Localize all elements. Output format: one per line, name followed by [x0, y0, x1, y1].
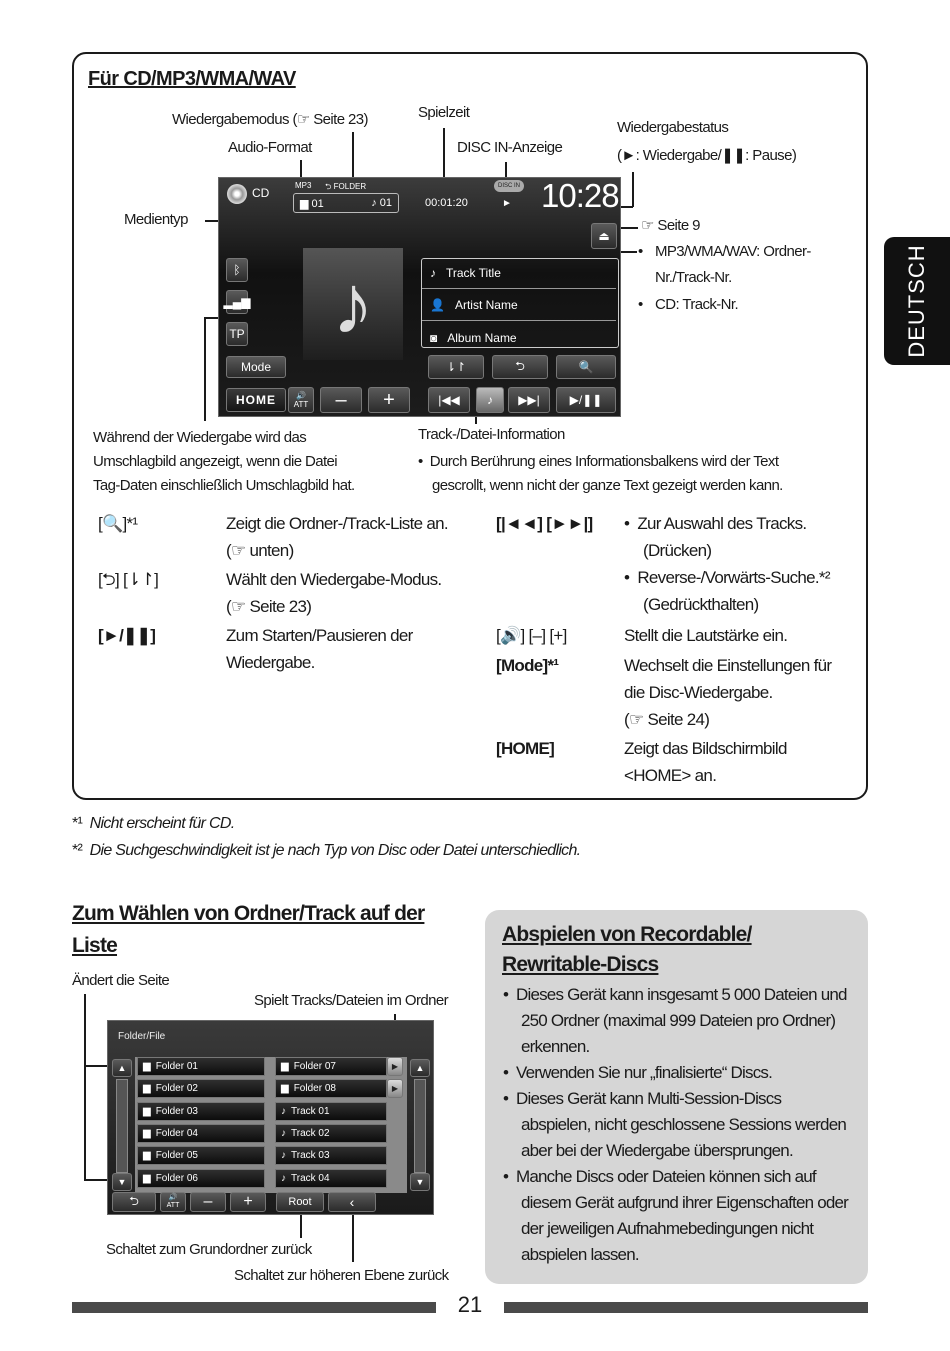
list-item[interactable]: ♪ Track 01 — [275, 1102, 387, 1121]
left-scrollbar[interactable] — [116, 1079, 128, 1173]
key-mode-desc: Wählt den Wiedergabe-Modus. (☞ Seite 23) — [226, 570, 442, 616]
callout-line — [204, 317, 206, 421]
arrow-up-icon: ▲ — [415, 1063, 425, 1073]
key-mode-button-desc: Wechselt die Einstellungen für die Disc-Wiedergabe. (☞ Seite 24) — [624, 656, 832, 729]
arrow-down-icon: ▼ — [415, 1177, 425, 1187]
list-item[interactable]: ▆ Folder 04 — [137, 1124, 265, 1143]
list-item[interactable]: ▆ Folder 08 — [275, 1079, 387, 1098]
note-icon: ♪ 01 — [371, 197, 392, 209]
folder-icon: ▆ — [281, 1061, 289, 1072]
shuffle-icon: ⇂↾ — [445, 360, 467, 374]
note-icon: ♪ — [281, 1128, 286, 1139]
bullet-item: • Manche Discs oder Dateien können sich auf diesem Gerät aufgrund ihrer Eigenschaften oder der jeweiligen Aufnahmebedingungen nicht abspielen lassen. — [503, 1167, 849, 1264]
back-button[interactable] — [112, 1192, 156, 1212]
list-section-title: Zum Wählen von Ordner/Track auf der Liste — [72, 902, 425, 957]
arrow-down-icon: ▼ — [117, 1177, 127, 1187]
play-folder-button[interactable] — [387, 1057, 403, 1076]
right-page-down-button[interactable] — [410, 1173, 430, 1191]
footer-bar-right — [504, 1302, 868, 1313]
label-cd-bullet: CD: Track-Nr. — [655, 296, 739, 313]
label-root: Schaltet zum Grundordner zurück — [106, 1241, 312, 1258]
list-item[interactable]: ▆ Folder 03 — [137, 1102, 265, 1121]
up-level-button[interactable] — [328, 1192, 376, 1212]
artist-bar[interactable]: 👤 Artist Name — [422, 290, 616, 321]
callout-line — [632, 172, 634, 207]
music-button[interactable] — [476, 387, 504, 413]
label-cover-note: Während der Wiedergabe wird das Umschlagbild angezeigt, wenn die Datei Tag-Daten einschließlich Umschlagbild hat. — [93, 429, 355, 494]
folder-list-title: Folder/File — [118, 1031, 166, 1042]
list-item[interactable]: ▆ Folder 06 — [137, 1169, 265, 1188]
root-button[interactable]: Root — [276, 1192, 324, 1212]
label-play-folder: Spielt Tracks/Dateien im Ordner — [254, 992, 448, 1009]
audio-format: MP3 — [295, 181, 312, 190]
key-play-pause: [►/❚❚] — [98, 626, 156, 645]
eject-button[interactable] — [591, 223, 617, 249]
home-button[interactable]: HOME — [226, 388, 286, 412]
note-icon: ♪ — [281, 1173, 286, 1184]
recordable-bullet-list — [503, 982, 848, 1268]
bluetooth-icon: ᛒ — [233, 263, 241, 277]
page-up-button[interactable] — [112, 1059, 132, 1077]
language-tab-label: DEUTSCH — [904, 244, 929, 358]
label-change-page: Ändert die Seite — [72, 972, 170, 989]
list-item[interactable]: ♪ Track 03 — [275, 1146, 387, 1165]
equalizer-icon: ▂▄▆ — [223, 295, 251, 309]
note-icon: ♪ — [281, 1150, 286, 1161]
key-search-desc: Zeigt die Ordner-/Track-Liste an. (☞ unten) — [226, 514, 448, 560]
footnote-1: *¹ Nicht erscheint für CD. — [72, 815, 235, 832]
att-button[interactable] — [160, 1192, 186, 1212]
language-tab — [884, 237, 950, 365]
eject-icon: ⏏ — [598, 229, 610, 243]
speaker-icon: 🔊 ATT — [166, 1194, 180, 1209]
play-time: 00:01:20 — [425, 197, 468, 209]
key-mode-button: [Mode]*¹ — [496, 656, 559, 675]
list-item[interactable]: ♪ Track 04 — [275, 1169, 387, 1188]
key-home: [HOME] — [496, 739, 555, 758]
label-track-info: Track-/Datei-Information — [418, 426, 565, 443]
label-audio-format: Audio-Format — [228, 139, 312, 156]
play-status-icon: ► — [502, 198, 512, 209]
repeat-icon: ⮌ — [515, 358, 525, 373]
folder-icon: ▆ 01 — [300, 197, 324, 210]
equalizer-button[interactable] — [223, 290, 251, 314]
key-home-desc: Zeigt das Bildschirmbild <HOME> an. — [624, 739, 787, 785]
page-down-button[interactable] — [112, 1173, 132, 1191]
label-medientyp: Medientyp — [124, 211, 188, 228]
list-item[interactable]: ▆ Folder 05 — [137, 1146, 265, 1165]
label-wiedergabemodus: Wiedergabemodus (☞ Seite 23) — [172, 111, 368, 128]
music-note-icon: ♪ — [303, 248, 403, 360]
note-icon: ♪ — [430, 266, 436, 280]
next-icon: ▶▶| — [518, 393, 540, 407]
key-search: [🔍]*¹ — [98, 514, 138, 533]
volume-up-button[interactable]: + — [368, 387, 410, 413]
label-wiedergabestatus: Wiedergabestatus — [617, 119, 729, 136]
note-icon: ♪ — [281, 1106, 286, 1117]
album-bar[interactable]: ◙ Album Name — [430, 330, 517, 345]
label-seite9: ☞ Seite 9 — [641, 217, 700, 234]
right-scrollbar[interactable] — [414, 1079, 426, 1173]
key-volume-desc: Stellt die Lautstärke ein. — [624, 626, 788, 645]
play-icon: ▶ — [391, 1084, 399, 1093]
volume-down-button[interactable]: – — [320, 387, 362, 413]
mode-button[interactable]: Mode — [226, 356, 286, 378]
return-icon: ⮌ — [129, 1193, 139, 1208]
tp-button[interactable]: TP — [226, 322, 248, 346]
bullet-item: • Verwenden Sie nur „finalisierte“ Discs. — [503, 1063, 773, 1082]
search-button[interactable] — [556, 355, 616, 379]
list-item[interactable]: ▆ Folder 07 — [275, 1057, 387, 1076]
play-icon: ▶ — [391, 1062, 399, 1071]
volume-down-button[interactable]: – — [190, 1192, 226, 1212]
folder-track-display — [293, 193, 399, 213]
folder-icon: ▆ — [143, 1128, 151, 1139]
speaker-icon: 🔊 ATT — [293, 391, 309, 409]
bullet-dot: • — [638, 243, 643, 260]
recordable-title: Abspielen von Recordable/ Rewritable-Discs — [502, 923, 752, 976]
folder-icon: ▆ — [143, 1061, 151, 1072]
key-mode: [⮌] [⇂↾] — [98, 570, 159, 589]
shuffle-button[interactable] — [428, 355, 484, 379]
list-item[interactable]: ▆ Folder 02 — [137, 1079, 265, 1098]
list-item[interactable]: ♪ Track 02 — [275, 1124, 387, 1143]
clock: 10:28 — [541, 177, 619, 214]
previous-icon: |◀◀ — [438, 393, 460, 407]
playback-mode: ⮌ FOLDER — [325, 182, 367, 191]
repeat-button[interactable] — [492, 355, 548, 379]
album-icon: ◙ — [430, 330, 438, 345]
person-icon: 👤 — [430, 298, 445, 312]
folder-icon: ▆ — [143, 1106, 151, 1117]
note-icon: ♪ — [487, 393, 493, 407]
main-section-title: Für CD/MP3/WMA/WAV — [88, 68, 296, 90]
folder-icon: ▆ — [281, 1083, 289, 1094]
label-spielzeit: Spielzeit — [418, 104, 470, 121]
label-wiedergabestatus-detail: (►: Wiedergabe/❚❚: Pause) — [617, 147, 797, 164]
search-icon: 🔍 — [578, 360, 594, 374]
callout-line — [84, 994, 86, 1180]
label-mp3-bullet-2: Nr./Track-Nr. — [655, 269, 732, 286]
key-volume: [🔊] [–] [+] — [496, 626, 567, 645]
att-button[interactable] — [288, 387, 314, 413]
play-pause-icon: ▶/❚❚ — [569, 393, 603, 407]
folder-icon: ▆ — [143, 1173, 151, 1184]
play-folder-button[interactable] — [387, 1079, 403, 1098]
folder-icon: ▆ — [143, 1150, 151, 1161]
page-number: 21 — [457, 1292, 483, 1317]
key-play-pause-desc: Zum Starten/Pausieren der Wiedergabe. — [226, 626, 413, 672]
previous-button[interactable] — [428, 387, 470, 413]
track-title-bar[interactable]: ♪ Track Title — [422, 258, 616, 289]
bullet-item: • Dieses Gerät kann insgesamt 5 000 Dateien und 250 Ordner (maximal 999 Dateien pro Ordner) erkennen. — [503, 985, 847, 1056]
label-up: Schaltet zur höheren Ebene zurück — [234, 1267, 449, 1284]
next-button[interactable] — [508, 387, 550, 413]
list-item[interactable]: ▆ Folder 01 — [137, 1057, 265, 1076]
key-skip: [|◄◄] [►►|] — [496, 514, 593, 533]
play-pause-button[interactable] — [556, 387, 616, 413]
footnote-2: *² Die Suchgeschwindigkeit ist je nach Typ von Disc oder Datei unterschiedlich. — [72, 842, 581, 859]
right-page-up-button[interactable] — [410, 1059, 430, 1077]
disc-icon — [227, 184, 247, 204]
label-track-info-bullet: • Durch Berührung eines Informationsbalkens wird der Text gescrollt, wenn nicht der ganze Text gezeigt werden kann. — [418, 453, 783, 494]
disc-in-indicator: DISC IN — [494, 180, 524, 192]
footer-bar-left — [72, 1302, 436, 1313]
bullet-dot: • — [638, 296, 643, 313]
chevron-left-icon: ‹ — [349, 1194, 355, 1210]
media-type: CD — [252, 186, 270, 200]
volume-up-button[interactable]: + — [230, 1192, 266, 1212]
arrow-up-icon: ▲ — [117, 1063, 127, 1073]
bluetooth-button[interactable] — [226, 258, 248, 282]
key-skip-desc: • Zur Auswahl des Tracks. (Drücken) • Reverse-/Vorwärts-Suche.*² (Gedrückthalten) — [624, 514, 830, 614]
label-disc-in: DISC IN-Anzeige — [457, 139, 563, 156]
label-mp3-bullet: MP3/WMA/WAV: Ordner- — [655, 243, 811, 260]
folder-icon: ▆ — [143, 1083, 151, 1094]
bullet-item: • Dieses Gerät kann Multi-Session-Discs abspielen, nicht geschlossene Sessions werden aber bei der Wiedergabe übersprungen. — [503, 1089, 847, 1160]
